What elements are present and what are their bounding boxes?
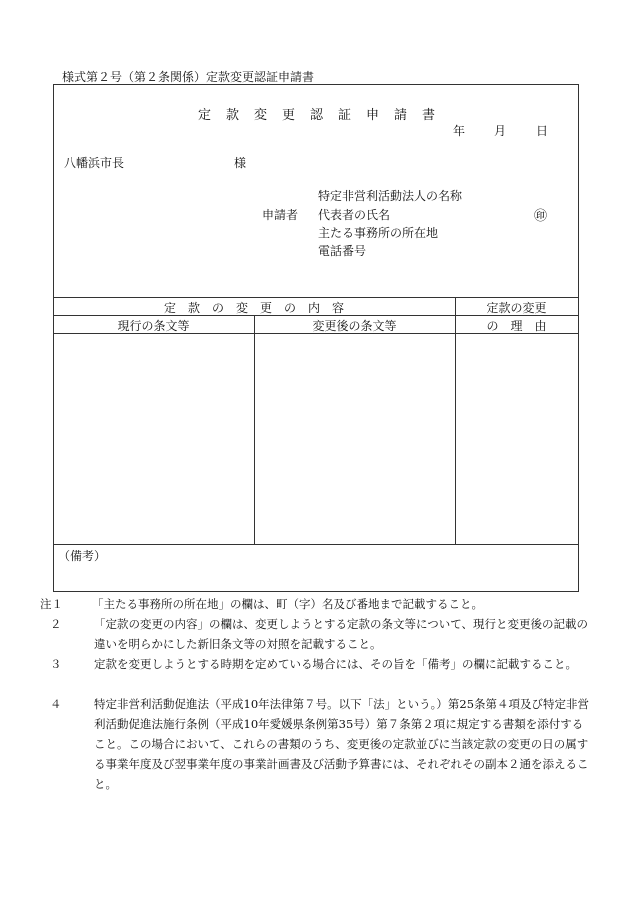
applicant-field-phone: 電話番号	[318, 244, 367, 258]
date-year: 年	[453, 124, 466, 138]
date-day: 日	[536, 124, 549, 138]
column-header-amended: 変更後の条文等	[312, 319, 397, 333]
applicant-label: 申請者	[262, 208, 299, 222]
reason-header-line1: 定款の変更	[486, 301, 547, 315]
content-header: 定 款 の 変 更 の 内 容	[163, 301, 344, 315]
applicant-field-representative: 代表者の氏名	[318, 208, 391, 222]
note-text: 特定非営利活動促進法（平成10年法律第７号。以下「法」という。）第25条第４項及び特定非営利活動促進法施行条例（平成10年愛媛県条例第35号）第７条第２項に規定する書類を添付すること。この場合において、これらの書類のうち、変更後の定款並びに当該定款の変更の日の属する事業年度及び翌事業年度の事業計画書及び活動予算書には、それぞれその副本２通を添えること。	[94, 697, 590, 791]
reason-text-area[interactable]	[456, 334, 577, 543]
remarks-label: （備考）	[58, 549, 107, 563]
note-text: 「主たる事務所の所在地」の欄は、町（字）名及び番地まで記載すること。	[92, 597, 483, 611]
addressee: 八幡浜市長	[64, 156, 125, 170]
date-month: 月	[494, 124, 507, 138]
document-title: 定 款 変 更 認 証 申 請 書	[198, 108, 437, 123]
seal-mark: ㊞	[534, 209, 548, 224]
form-label: 様式第２号（第２条関係）定款変更認証申請書	[62, 70, 315, 84]
note-text: 「定款の変更の内容」の欄は、変更しようとする定款の条文等について、現行と変更後の記載の違いを明らかにした新旧条文等の対照を記載すること。	[94, 617, 589, 651]
applicant-field-address: 主たる事務所の所在地	[318, 226, 439, 240]
note-2	[50, 614, 590, 654]
reason-header-line2: の 理 由	[486, 319, 547, 333]
note-number: ２	[50, 617, 62, 631]
applicant-field-name: 特定非営利活動法人の名称	[318, 189, 463, 203]
column-header-current: 現行の条文等	[117, 319, 190, 333]
note-4	[50, 694, 590, 794]
note-3	[50, 654, 590, 674]
note-1	[40, 594, 592, 614]
note-text: 定款を変更しようとする時期を定めている場合には、その旨を「備考」の欄に記載すること。	[94, 657, 577, 671]
remarks-area[interactable]	[54, 562, 577, 590]
note-number: ３	[50, 657, 62, 671]
amended-text-area[interactable]	[255, 334, 454, 543]
note-number: 注１	[40, 597, 63, 611]
note-number: ４	[50, 697, 62, 711]
honorific: 様	[234, 156, 247, 170]
current-text-area[interactable]	[54, 334, 253, 543]
